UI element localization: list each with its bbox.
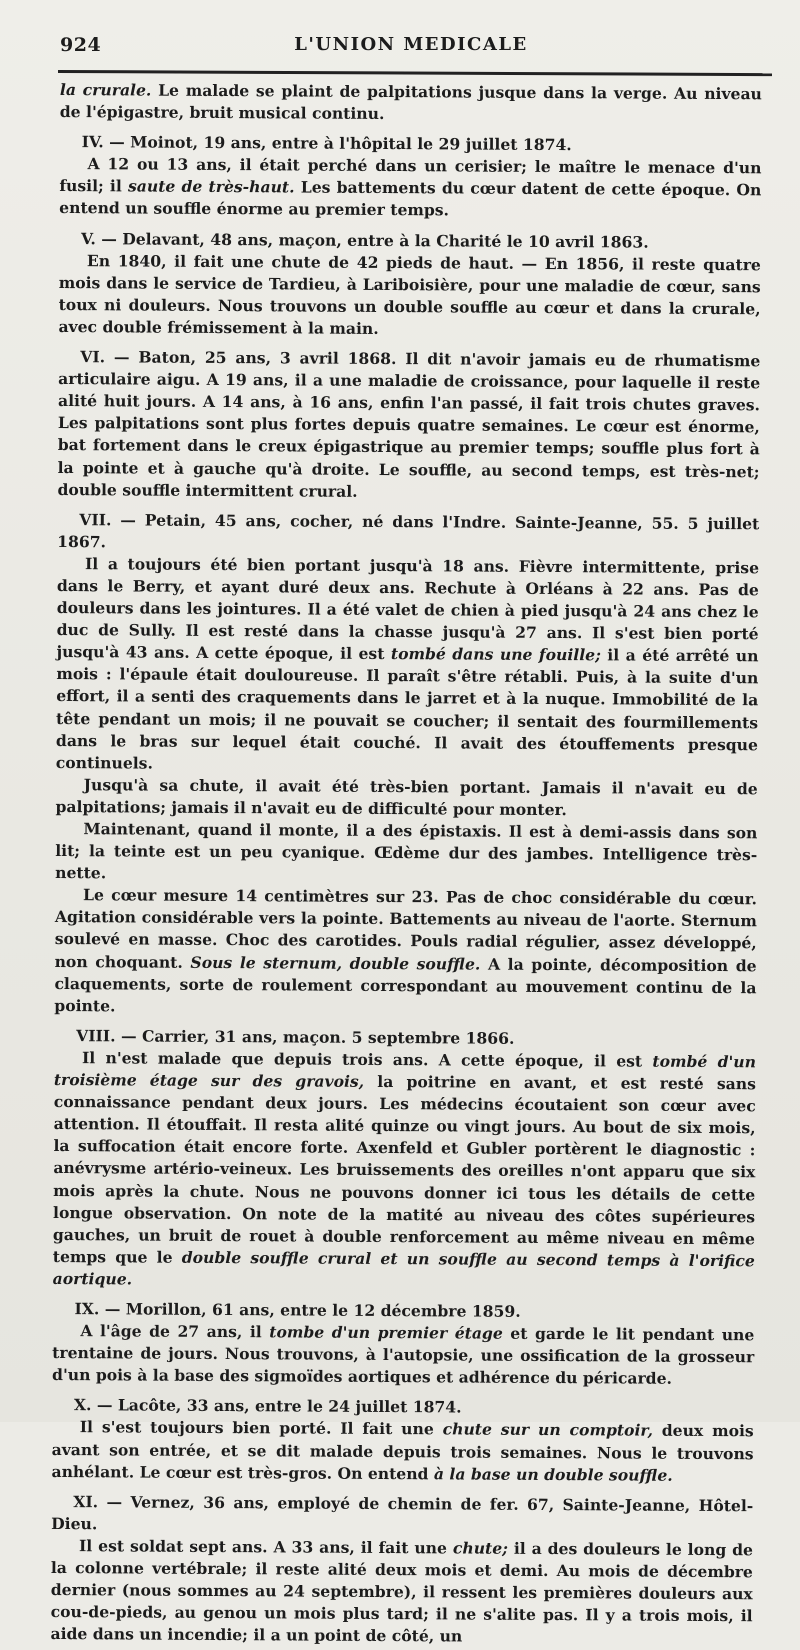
text-run: il a des douleurs le long de la colonne vertébrale; il reste alité deux mois et demi. Au mois de décembre dernier (nous sommes au 24 septembre), il ressent les premières douleurs aux cou-de-pieds, au genou un mois plus tard; il ne s'alite pas. Il y a trois mois, il aide dans un incendie; il a un point de côté, un xyxy=(50,1538,754,1646)
text-run: il a été arrêté un mois : l'épaule était douloureuse. Il paraît s'être rétabli. Puis, à la suite d'un effort, il a senti des craquements dans le jarret et à la nuque. Immobilité de la tête pendant un mois; il ne pouvait se coucher; il sentait des fourmillements dans le bras sur lequel était couché. Il avait des étouffements presque continuels. xyxy=(55,645,759,773)
header-rule xyxy=(58,70,772,76)
italic-text: tombé d'un troisième étage sur des gravois, xyxy=(53,1051,757,1091)
text-run: deux mois avant son entrée, et se dit malade depuis trois semaines. Nous le trouvons anhélant. Le cœur est très-gros. On entend xyxy=(51,1421,754,1483)
case-heading-paragraph xyxy=(57,509,759,557)
journal-title: L'UNION MEDICALE xyxy=(294,34,528,55)
body-paragraph xyxy=(60,79,762,127)
text-run: Il n'est malade que depuis trois ans. A cette époque, il est xyxy=(81,1048,653,1071)
text-run: XI. — Vernez, 36 ans, employé de chemin de fer. 67, Sainte-Jeanne, Hôtel-Dieu. xyxy=(51,1491,754,1534)
italic-text: tombé dans une fouille; xyxy=(390,644,601,665)
body-paragraph xyxy=(51,1416,753,1487)
body-paragraph xyxy=(56,553,759,778)
text-run: A 12 ou 13 ans, il était perché dans un cerisier; le maître le menace d'un fusil; il xyxy=(59,154,762,196)
text-run: Le malade se plaint de palpitations jusque dans la verge. Au niveau de l'épigastre, bruit musical continu. xyxy=(59,80,762,124)
text-run: VIII. — Carrier, 31 ans, maçon. 5 septembre 1866. xyxy=(76,1025,515,1048)
text-run: Le cœur mesure 14 centimètres sur 23. Pas de choc considérable du cœur. Agitation considérable vers la pointe. Battements au niveau de l'aorte. Sternum soulevé en masse. Choc des carotides. Pouls radial régulier, assez développé, non choquant. xyxy=(54,885,758,972)
text-run: VII. — Petain, 45 ans, cocher, né dans l'Indre. Sainte-Jeanne, 55. 5 juillet 1867. xyxy=(57,509,760,552)
body-paragraph xyxy=(55,818,757,889)
body-paragraph xyxy=(59,153,761,224)
text-run: X. — Lacôte, 33 ans, entre le 24 juillet 1874. xyxy=(73,1395,462,1417)
body-paragraph xyxy=(50,1535,753,1650)
text-run: A la pointe, décomposition de claquements, sorte de roulement correspondant au mouvement continu de la pointe. xyxy=(54,954,757,1016)
case-heading-paragraph xyxy=(51,1491,753,1539)
italic-text: à la base un double souffle. xyxy=(433,1463,673,1485)
text-run: et garde le lit pendant une trentaine de jours. Nous trouvons, à l'autopsie, une ossification de la grosseur d'un pois à la base des sigmoïdes aortiques et adhérence du péricarde. xyxy=(52,1323,755,1389)
body-paragraph xyxy=(54,884,757,1021)
text-run: IX. — Morillon, 61 ans, entre le 12 décembre 1859. xyxy=(74,1299,521,1321)
page-number: 924 xyxy=(60,34,102,56)
body-paragraph xyxy=(53,1047,756,1294)
italic-text: tombe d'un premier étage xyxy=(269,1322,503,1343)
italic-text: double souffle crural et un souffle au second temps à l'orifice aortique. xyxy=(52,1247,755,1289)
body-paragraph xyxy=(55,774,757,822)
case-heading-paragraph xyxy=(57,346,760,505)
text-run: la poitrine en avant, et est resté sans connaissance pendant deux jours. Les médecins écoutaient son cœur avec attention. Il étouffait. Il resta alité quinze ou vingt jours. Au bout de six mois, la suffocation était encore forte. Axenfeld et Gubler portèrent le diagnostic : anévrysme artério-veineux. Les bruissements des oreilles n'ont apparu que six mois après la chute. Nous ne pouvons donner ici tous les détails de cette longue observation. On note de la matité au niveau des côtes supérieures gauches, un bruit de rouet à double renforcement au même niveau en même temps que le xyxy=(52,1071,756,1267)
text-run: Il s'est toujours bien porté. Il fait une xyxy=(79,1417,443,1439)
italic-text: saute de très-haut. xyxy=(127,176,295,197)
text-run: Les battements du cœur datent de cette époque. On entend un souffle énorme au premier temps. xyxy=(59,177,762,220)
text-run: Il a toujours été bien portant jusqu'à 18 ans. Fièvre intermittente, prise dans le Berry, et ayant duré deux ans. Rechute à Orléans à 22 ans. Pas de douleurs dans les jointures. Il a été valet de chien à pied jusqu'à 24 ans chez le duc de Sully. Il est resté dans la chasse jusqu'à 27 ans. Il s'est bien porté jusqu'à 43 ans. A cette époque, il est xyxy=(56,554,760,664)
text-run: IV. — Moinot, 19 ans, entre à l'hôpital le 29 juillet 1874. xyxy=(81,132,572,155)
body-paragraph xyxy=(58,250,761,343)
text-run: VI. — Baton, 25 ans, 3 avril 1868. Il dit n'avoir jamais eu de rhumatisme articulaire aigu. A 19 ans, il a une maladie de croissance, pour laquelle il reste alité huit jours. A 14 ans, à 16 ans, enfin l'an passé, il fait trois chutes graves. Les palpitations sont plus fortes depuis quatre semaines. Le cœur est énorme, bat fortement dans le creux épigastrique au premier temps; souffle plus fort à la pointe et à gauche qu'à droite. Le souffle, au second temps, est très-net; double souffle intermittent crural. xyxy=(57,347,761,501)
text-run: V. — Delavant, 48 ans, maçon, entre à la Charité le 10 avril 1863. xyxy=(80,228,649,252)
document-body xyxy=(50,79,762,1650)
text-run: A l'âge de 27 ans, il xyxy=(80,1321,270,1342)
italic-text: chute sur un comptoir, xyxy=(442,1419,653,1441)
italic-text: la crurale. xyxy=(59,79,152,100)
running-head xyxy=(60,30,762,70)
body-paragraph xyxy=(52,1320,754,1391)
text-run: Maintenant, quand il monte, il a des épistaxis. Il est à demi-assis dans son lit; la teinte est un peu cyanique. Œdème dur des jambes. Intelligence très-nette. xyxy=(55,819,758,883)
text-run: En 1840, il fait une chute de 42 pieds de haut. — En 1856, il reste quatre mois dans le service de Tardieu, à Lariboisière, pour une maladie de cœur, sans toux ni douleurs. Nous trouvons un double souffle au cœur et dans la crurale, avec double frémissement à la main. xyxy=(58,250,761,338)
text-run: Jusqu'à sa chute, il avait été très-bien portant. Jamais il n'avait eu de palpitations; jamais il n'avait eu de difficulté pour monter. xyxy=(55,774,758,820)
italic-text: chute; xyxy=(452,1538,509,1558)
italic-text: Sous le sternum, double souffle. xyxy=(190,952,481,974)
text-run: Il est soldat sept ans. A 33 ans, il fait une xyxy=(78,1536,453,1558)
